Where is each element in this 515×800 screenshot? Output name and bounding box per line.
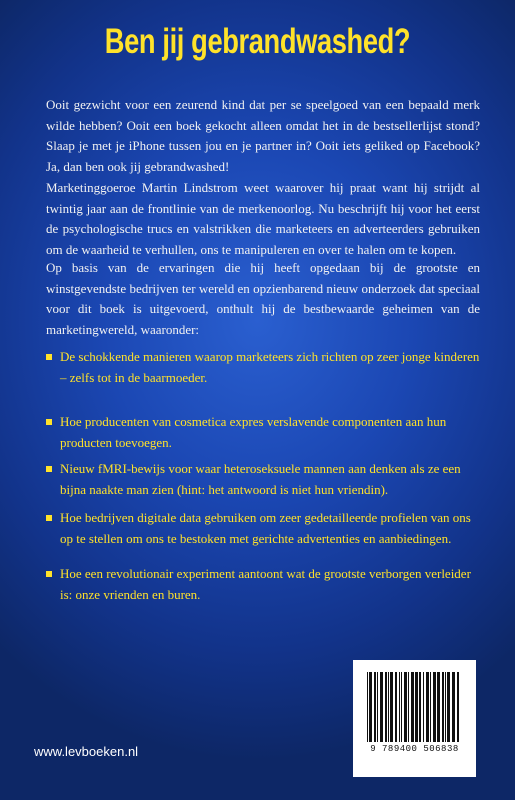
barcode-bar — [411, 672, 414, 742]
research-paragraph: Op basis van de ervaringen die hij heeft opgedaan bij de grootste en winstgevendste bedrijven ter wereld en opzienbarend nieuw onderzoek dat speciaal voor dit boek is uitgevoerd, onthult hij de bestbewaarde geheimen van de marketingwereld, waaronder: — [46, 260, 480, 337]
bullet-text: Hoe producenten van cosmetica expres verslavende componenten aan hun producten toevoegen. — [60, 414, 447, 450]
barcode-bar — [380, 672, 383, 742]
bullet-item — [46, 412, 480, 453]
bullet-item — [46, 508, 480, 549]
barcode-bar — [423, 672, 424, 742]
bullet-item — [46, 564, 480, 605]
barcode-bar — [415, 672, 418, 742]
barcode-bar — [385, 672, 387, 742]
barcode-bar — [369, 672, 372, 742]
intro-paragraph: Ooit gezwicht voor een zeurend kind dat per se speelgoed van een bepaald merk wilde hebben? Ooit een boek gekocht alleen omdat het in de bestsellerlijst stond? Slaap je met je iPhone tussen jou en je partner in? Ooit iets geliked op Facebook? Ja, dan ben ook jij gebrandwashed! — [46, 97, 480, 174]
isbn-barcode — [353, 660, 476, 777]
isbn-number: 9 789400 506838 — [370, 744, 459, 754]
barcode-bar — [433, 672, 436, 742]
barcode-bar — [399, 672, 400, 742]
barcode-bar — [426, 672, 429, 742]
bullet-square-icon — [46, 419, 52, 425]
bullet-square-icon — [46, 466, 52, 472]
bullet-item — [46, 347, 480, 388]
barcode-bar — [374, 672, 376, 742]
barcode-bar — [388, 672, 389, 742]
bullet-square-icon — [46, 354, 52, 360]
barcode-bars — [365, 672, 464, 744]
bullet-square-icon — [46, 515, 52, 521]
barcode-bar — [430, 672, 431, 742]
publisher-website: www.levboeken.nl — [34, 744, 139, 759]
barcode-bar — [452, 672, 455, 742]
barcode-bar — [401, 672, 402, 742]
barcode-bar — [377, 672, 378, 742]
barcode-bar — [419, 672, 421, 742]
bullet-text: Hoe een revolutionair experiment aantoont wat de grootste verborgen verleider is: onze vrienden en buren. — [60, 566, 471, 602]
barcode-bar — [447, 672, 450, 742]
barcode-bar — [437, 672, 440, 742]
bullet-text: Hoe bedrijven digitale data gebruiken om zeer gedetailleerde profielen van ons op te stellen om ons te bestoken met gerichte advertenties en aanbiedingen. — [60, 510, 471, 546]
barcode-bar — [390, 672, 393, 742]
bullet-text: De schokkende manieren waarop marketeers zich richten op zeer jonge kinderen – zelfs tot in de baarmoeder. — [60, 349, 480, 385]
barcode-bar — [367, 672, 368, 742]
barcode-bar — [395, 672, 397, 742]
bullet-item — [46, 459, 480, 500]
barcode-bar — [442, 672, 444, 742]
barcode-bar — [404, 672, 407, 742]
author-paragraph: Marketinggoeroe Martin Lindstrom weet waarover hij praat want hij strijdt al twintig jaar aan de frontlinie van de merkenoorlog. Nu beschrijft hij voor het eerst de psychologische trucs en valstrikken die marketeers en adverteerders gebruiken om de waarheid te verhullen, ons te manipuleren en over te halen om te kopen. — [46, 180, 480, 257]
bullet-text: Nieuw fMRI-bewijs voor waar heteroseksuele mannen aan denken als ze een bijna naakte man zien (hint: het antwoord is niet hun vriendin). — [60, 461, 461, 497]
book-title: Ben jij gebrandwashed? — [104, 22, 411, 61]
barcode-bar — [445, 672, 446, 742]
barcode-bar — [408, 672, 409, 742]
barcode-bar — [457, 672, 459, 742]
bullet-square-icon — [46, 571, 52, 577]
